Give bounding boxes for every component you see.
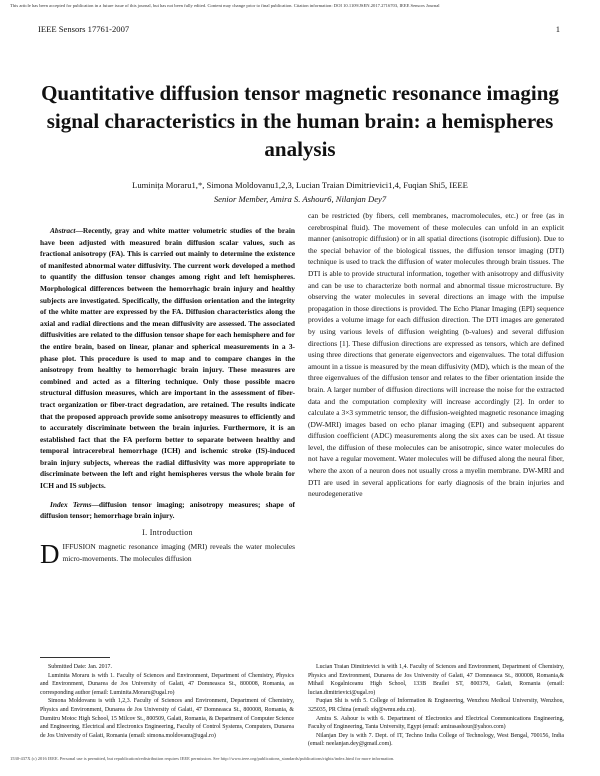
footnote-rule bbox=[40, 657, 110, 658]
left-column bbox=[40, 225, 295, 570]
journal-name: IEEE Sensors 17761-2007 bbox=[38, 24, 130, 34]
abstract-lead: Abstract bbox=[50, 226, 76, 235]
footnote-dimitrievici: Lucian Traian Dimitrievici is with 1,4. Faculty of Sciences and Environment, Department of Chemistry, Physics and Environment, Dunarea de Jos University of Galati, 47 Domneasca St., 800008, Romania,& Mihail Kogalniceanu High School, 133B Brailei ST, 800379, Galati, Romania (email: lucian.dimitrievici@ugal.ro) bbox=[308, 664, 564, 696]
page-number: 1 bbox=[555, 24, 560, 34]
abstract-text: —Recently, gray and white matter volumetric studies of the brain have been adjusted with measured brain diffusion scalar values, such as fractional anisotropy (FA). This is carried out mainly to determine the existence of manifested abnormal water diffusivity. The current work developed a method to quantify the diffusion tensor changes among right and left hemispheres. Morphological differences between the hemorrhagic brain injury and healthy subjects are investigated. Specifically, the diffusion orientation and the integrity of the white matter are expressed by the FA. Diffusion characteristics along the axial and radial directions and the mean diffusivity are assessed. The associated diffusivities are related to the diffusion tensor shape for each hemisphere and for the entire brain, based on linear, planar and spherical measurements in a 3-phase plot. This procedure is used to map and to compare changes in the anisotropy from healthy to hemorrhagic brain injury. These measures are combined and acted as a filtering technique. Only those possible macro structural diffusion measures, which are important in the assessment of fiber-tract organization or fiber-tract degradation, are retained. The results indicate that the proposed approach provide some anisotropy measures to efficiently and to accurately discriminate between the brain injuries. Furthermore, it is an established fact that the FA perform better to separate between healthy and temporal intracerebral hemorrhage (ICH) and ischemic stroke (IS)-induced brain injury subjects, whereas the radial diffusivity was more appropriate to discriminate between the left and right hemispheres versus the whole brain for ICH and IS subjects. bbox=[40, 226, 295, 491]
paper-title: Quantitative diffusion tensor magnetic resonance imaging signal characteristics in the human brain: a hemispheres analysis bbox=[41, 81, 559, 161]
footnote-dey: Nilanjan Dey is with 7. Dept. of IT, Techno India College of Technology, West Bengal, 700156, India (email: neelanjan.dey@gmail.com). bbox=[308, 732, 564, 748]
index-terms-text: —diffusion tensor imaging; anisotropy measures; shape of diffusion tensor; hemorrhage brain injury. bbox=[40, 499, 295, 521]
right-column bbox=[308, 210, 564, 500]
author-line-2: Senior Member, Amira S. Ashour6, Nilanjan Dey7 bbox=[213, 194, 387, 204]
footnote-shi: Fuqian Shi is with 5. College of Information & Engineering, Wenzhou Medical University, Wenzhou, 325035, PR China (email: sfq@wmu.edu.cn). bbox=[308, 698, 564, 713]
publication-notice: This article has been accepted for publication in a future issue of this journal, but has not been fully edited. Content may change prior to final publication. Citation information: DOI 10.1109/JSEN.2017.2716703, IEEE Sensors Journal bbox=[10, 3, 440, 8]
footnote-moldovanu: Simona Moldovanu is with 1,2,3. Faculty of Sciences and Environment, Department of Chemistry, Physics and Environment, Dunarea de Jos University of Galati, 47 Domneasca St., 800008, Romania, & Dumitru Motoc High School, 15 Milcov St., 800509, Galati, Romania, & Department of Computer Science and Engineering, Electrical and Electronics Engineering, Faculty of Control Systems, Computers, Dunarea de Jos University of Galati, Romania (email: simona.moldovanu@ugal.ro) bbox=[40, 698, 294, 739]
section-heading: I. Introduction bbox=[142, 527, 193, 537]
intro-paragraph-continued: can be restricted (by fibers, cell membranes, macromolecules, etc.) or free (as in cerebrospinal fluid). The movement of these molecules can unfold in an explicit manner (anisotropic diffusion) or in all spatial directions (isotropic diffusion). Due to the special behavior of the biological tissues, the diffusion tensor imaging (DTI) technique is used to track the diffusion of water molecules through brain tissues. The DTI is able to provide structural information, together with anisotropy and diffusivity and can be use to characterize both normal and abnormal tissue microstructure. By observing the water molecules in several directions an image with the impulse propagation in those directions is provided. The Echo Planar Imaging (EPI) sequence provides a volume image for each diffusion direction. The DTI images are generated by using various levels of diffusion weighting (b-values) and several diffusion directions [1]. These diffusion directions are expressed as tensors, which are defined using three directions that generate eigenvectors and eigenvalues. The total diffusion amount in a tissue is measured by the mean diffusivity (MD), which is the mean of the three eigenvalues of the diffusion tensor and relates to the fiber orientation inside the brain. A larger number of diffusion directions will increase the noise for the extracted data and the computation complexity will increase accordingly [2]. In order to calculate a 3×3 symmetric tensor, the diffusion-weighted magnetic resonance imaging (DW-MRI) images based on echo planar imaging (EPI) and subsequent apparent diffusion coefficient (ADC) measurements along the six axes can be used. At tissue level, the diffusion of these molecules can be anisotropic, since water molecules do not have a regular movement. Water molecules will be diffused along the neural fiber, where the axon of a neuron does not usually cross a myelin membrane. DW-MRI and DTI are used in several applications for early diagnosis of the brain injuries and neurodegenerative bbox=[308, 211, 564, 499]
drop-cap: D bbox=[40, 539, 60, 570]
footnote-moraru: Luminita Moraru is with 1. Faculty of Sciences and Environment, Department of Chemistry, Physics and Environment, Dunarea de Jos University of Galati, 47 Domneasca St., 800008, Romania, as corresponding author (email: Luminita.Moraru@ugal.ro) bbox=[40, 672, 294, 696]
index-terms bbox=[40, 499, 295, 522]
footnote-ashour: Amira S. Ashour is with 6. Department of Electronics and Electrical Communications Engineering, Faculty of Engineering, Tanta University, Egypt (email: amirasashour@yahoo.com) bbox=[308, 715, 564, 731]
copyright-footer: 1530-437X (c) 2016 IEEE. Personal use is permitted, but republication/redistribution requires IEEE permission. See http://www.ieee.org/publications_standards/publications/rights/index.html for more information. bbox=[10, 756, 395, 761]
intro-paragraph-start bbox=[40, 539, 295, 570]
author-line-1: Luminița Moraru1,*, Simona Moldovanu1,2,3, Lucian Traian Dimitrievici1,4, Fuqian Shi5, IEEE bbox=[132, 180, 468, 190]
intro-text-left: IFFUSION magnetic resonance imaging (MRI) reveals the water molecules micro-movements. The molecules diffusion bbox=[62, 542, 295, 564]
submitted-date: Submitted Date: Jan. 2017. bbox=[48, 664, 112, 670]
footnotes-right bbox=[308, 663, 564, 749]
index-terms-lead: Index Terms bbox=[50, 499, 92, 509]
abstract bbox=[40, 225, 295, 492]
footnotes-left bbox=[40, 663, 294, 740]
page-header bbox=[38, 24, 560, 34]
author-list bbox=[60, 178, 540, 206]
